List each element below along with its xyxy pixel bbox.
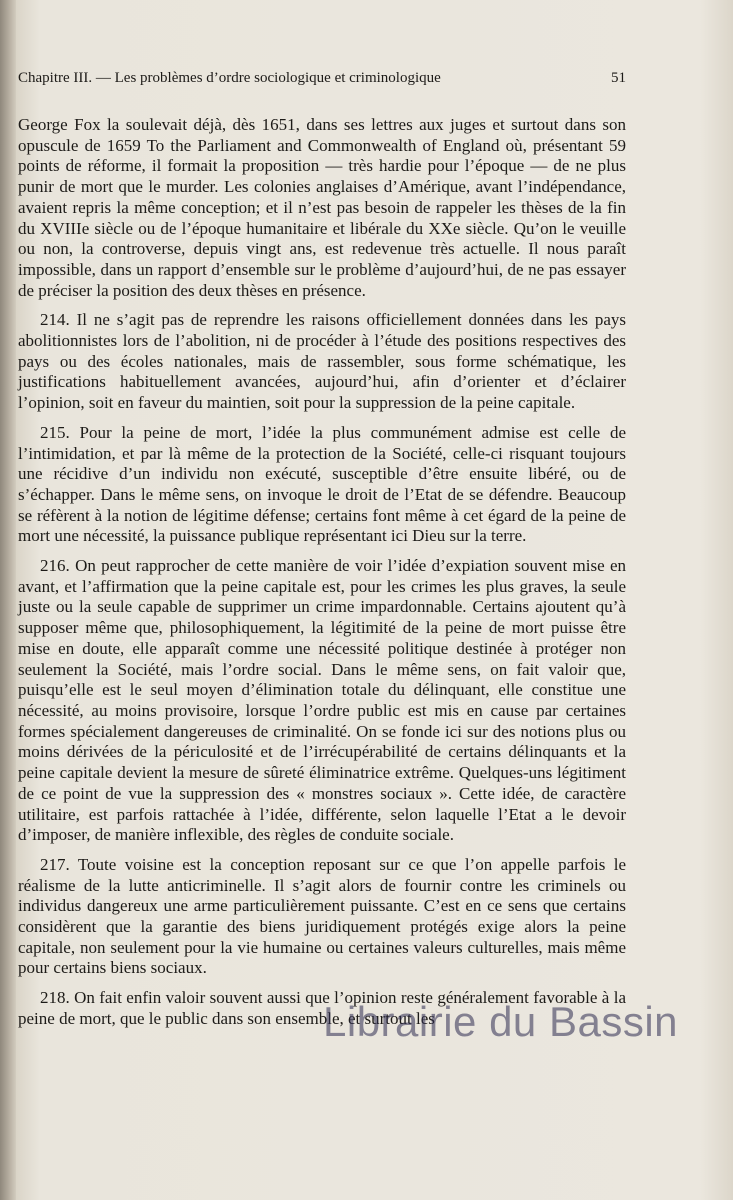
body-text	[18, 115, 626, 1039]
paragraph-215: 215. Pour la peine de mort, l’idée la plus communément admise est celle de l’intimidation, et par là même de la protection de la Société, celle-ci risquant toujours une récidive d’un individu non exécuté, susceptible d’être ensuite libéré, ou de s’échapper. Dans le même sens, on invoque le droit de l’Etat de se défendre. Beaucoup se réfèrent à la notion de légitime défense; certains font même à cet égard de la peine de mort une nécessité, la puissance publique représentant ici Dieu sur la terre.	[18, 422, 626, 546]
paragraph-218: 218. On fait enfin valoir souvent aussi que l’opinion reste généralement favorable à la peine de mort, que le public dans son ensemble, et surtout les	[18, 988, 626, 1028]
watermark: Librairie du Bassin	[323, 998, 679, 1045]
paragraph-216: 216. On peut rapprocher de cette manière de voir l’idée d’expiation souvent mise en avant, et l’affirmation que la peine capitale est, pour les crimes les plus graves, la seule juste ou la seule capable de supprimer un crime impardonnable. Certains ajoutent qu’à supposer même que, philosophiquement, la légitimité de la peine de mort puisse être mise en doute, elle apparaît comme une nécessité politique destinée à protéger non seulement la Société, mais l’ordre social. Dans le même sens, on fait valoir que, puisqu’elle est le seul moyen d’élimination totale du délinquant, elle constitue une nécessité, au moins provisoire, lorsque l’ordre public est mis en cause par certaines formes spécialement dangereuses de criminalité. On se fonde ici sur des notions plus ou moins dérivées de la périculosité et de l’irrécupérabilité de certains délinquants et la peine capitale devient la mesure de sûreté éliminatrice extrême. Quelques-uns légitiment de ce point de vue la suppression des « monstres sociaux ». Cette idée, de caractère utilitaire, est parfois rattachée à l’idée, différente, selon laquelle l’Etat a le devoir d’imposer, de manière inflexible, des règles de conduite sociale.	[18, 556, 626, 845]
page-number: 51	[611, 70, 626, 86]
paragraph-continued: George Fox la soulevait déjà, dès 1651, dans ses lettres aux juges et surtout dans son opuscule de 1659 To the Parliament and Commonwealth of England où, présentant 59 points de réforme, il formait la proposition — très hardie pour l’époque — de ne plus punir de mort que le murder. Les colonies anglaises d’Amérique, avant l’indépendance, avaient repris la même conception; et il n’est pas besoin de rappeler les thèses de la fin du XVIIIe siècle ou de l’époque humanitaire et libérale du XXe siècle. Qu’on le veuille ou non, la controverse, depuis vingt ans, est redevenue très actuelle. Il nous paraît impossible, dans un rapport d’ensemble sur le problème d’aujourd’hui, de ne pas essayer de préciser la position des deux thèses en présence.	[18, 115, 626, 300]
running-header	[18, 70, 626, 92]
paragraph-214: 214. Il ne s’agit pas de reprendre les raisons officiellement données dans les pays abolitionnistes lors de l’abolition, ni de procéder à l’étude des positions respectives des pays ou des écoles nationales, mais de rassembler, sous forme schématique, les justifications habituellement avancées, aujourd’hui, afin d’orienter et d’éclairer l’opinion, soit en faveur du maintien, soit pour la suppression de la peine capitale.	[18, 310, 626, 413]
chapter-title: Chapitre III. — Les problèmes d’ordre sociologique et criminologique	[18, 70, 441, 86]
page-gutter	[0, 0, 16, 1200]
paragraph-217: 217. Toute voisine est la conception reposant sur ce que l’on appelle parfois le réalisme de la lutte anticriminelle. Il s’agit alors de fournir contre les criminels ou individus dangereux une arme particulièrement puissante. C’est en ce sens que certains considèrent que la garantie des biens juridiquement protégés exige alors la peine capitale, non seulement pour la vie humaine ou certaines valeurs culturelles, mais même pour certains biens sociaux.	[18, 854, 626, 978]
